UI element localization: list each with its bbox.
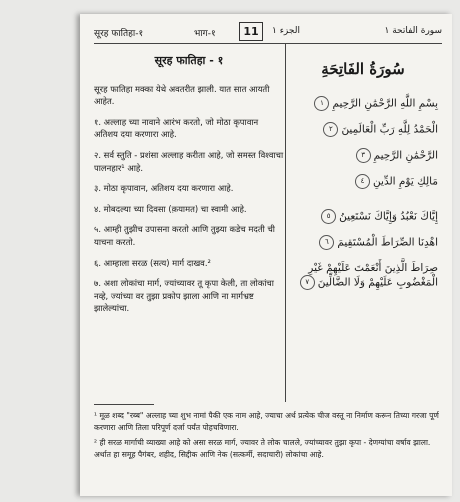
verse-number-marker: ٦ <box>319 235 334 250</box>
arabic-verse-3 <box>288 148 438 163</box>
arabic-verse-4 <box>288 174 438 189</box>
arabic-verse-5 <box>288 209 438 224</box>
marathi-verse-3: ३. मोठा कृपावान, अतिशय दया करणारा आहे. <box>94 183 234 194</box>
footnote-2: ² ही सरळ मार्गाची व्याख्या आहे को असा सरळ मार्ग, ज्यावर ते लोक चालले, ज्यांच्यावर तुझा कृपा - देणग्यांचा वर्षाव झाला. अर्थात हा समूह पैगंबर, शहीद, सिद्दीक आणि नेक (सत्कर्मी, सदाचारी) लोकांचा आहे. <box>94 438 431 459</box>
verse-number-marker: ٢ <box>323 122 338 137</box>
marathi-verse-1: १. अल्लाह च्या नावाने आरंभ करतो, जो मोठा कृपावान अतिशय दया करणारा आहे. <box>94 116 259 140</box>
book-page <box>80 14 452 496</box>
arabic-verse-text: الْحَمْدُ لِلَّهِ رَبِّ الْعَالَمِينَ <box>341 123 438 136</box>
verse-number-marker: ١ <box>314 96 329 111</box>
header-part: भाग-१ <box>194 29 216 39</box>
header-surah-arabic: سورة الفاتحة ١ <box>384 26 442 36</box>
header-surah-marathi: सूरह फातिहा-१ <box>94 29 144 39</box>
arabic-verse-2 <box>288 122 438 137</box>
arabic-verse-text: إِيَّاكَ نَعْبُدُ وَإِيَّاكَ نَسْتَعِينُ <box>339 210 438 223</box>
marathi-verse-5: ५. आम्ही तुझीच उपासना करतो आणि तुझ्या कडेच मदती ची याचना करतो. <box>94 224 275 247</box>
arabic-verse-text: صِرَاطَ الَّذِينَ أَنْعَمْتَ عَلَيْهِمْ غَيْرِ الْمَغْضُوبِ عَلَيْهِمْ وَلَا الضَّالِّينَ <box>308 262 438 289</box>
column-divider <box>285 44 286 402</box>
verse-number-marker: ٧ <box>300 275 315 290</box>
marathi-column <box>94 54 284 323</box>
arabic-verse-text: اهْدِنَا الصِّرَاطَ الْمُسْتَقِيمَ <box>337 236 438 249</box>
marathi-verse-2: २. सर्व स्तुति - प्रशंसा अल्लाह करीता आहे, जो समस्त विश्वाचा पालनहार¹ आहे. <box>94 149 284 173</box>
marathi-verse-6: ६. आम्हाला सरळ (सत्य) मार्ग दाखव.² <box>94 257 211 268</box>
header-juz: الجزء ١ <box>272 26 300 36</box>
arabic-verse-text: الرَّحْمَٰنِ الرَّحِيمِ <box>373 149 438 162</box>
footnote-1: ¹ मूळ शब्द "रब्ब" अल्लाह च्या शुभ नामां पैकी एक नाम आहे, ज्याचा अर्थ प्रत्येक चीज वस्तू ना निर्माण करून तिच्या गरजा पूर्ण करणारा आणि तिला परिपूर्ण दर्जा पर्यंत पोहचविणारा. <box>94 411 439 432</box>
arabic-verse-text: بِسْمِ اللَّهِ الرَّحْمَٰنِ الرَّحِيمِ <box>332 97 438 110</box>
marathi-verse-4: ४. मोबदल्या च्या दिवसा (क़यामत) चा स्वामी आहे. <box>94 203 247 214</box>
page-number: 11 <box>239 22 263 41</box>
marathi-verse-7: ७. अशा लोकांचा मार्ग, ज्यांच्यावर तू कृपा केली, ता लोकांचा नव्हे, ज्यांच्या वर तुझा प्रकोप झाला आणि ना मार्गभ्रष्ट झालेल्यांचा. <box>94 278 274 314</box>
arabic-column <box>288 54 438 301</box>
arabic-surah-title: سُورَةُ الفَاتِحَةِ <box>321 60 405 78</box>
page-header <box>94 24 442 40</box>
verse-number-marker: ٤ <box>355 174 370 189</box>
footnotes <box>94 410 442 464</box>
arabic-verse-1 <box>288 96 438 111</box>
header-divider <box>94 43 442 44</box>
marathi-heading: सूरह फातिहा - १ <box>154 54 224 67</box>
arabic-verse-7 <box>288 261 438 290</box>
verse-number-marker: ٣ <box>356 148 371 163</box>
marathi-intro: सूरह फातिहा मक्का येथे अवतरीत झाली. यात सात आयती आहेत. <box>94 83 270 107</box>
arabic-verse-text: مَالِكِ يَوْمِ الدِّينِ <box>373 175 438 188</box>
footnote-divider <box>94 404 154 405</box>
verse-number-marker: ٥ <box>321 209 336 224</box>
arabic-verse-6 <box>288 235 438 250</box>
